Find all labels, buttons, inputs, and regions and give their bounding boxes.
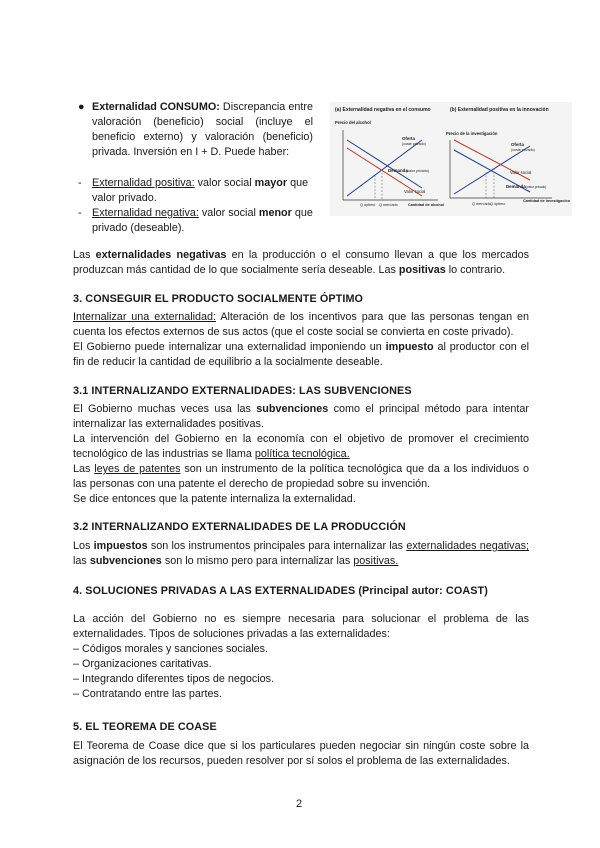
panel-a-q-market: Q mercado xyxy=(379,203,398,207)
s31-text-6: Se dice entonces que la patente internaliza la externalidad. xyxy=(73,493,356,505)
s31-underline-2: leyes de patentes xyxy=(94,463,181,475)
s31-text-3: La intervención del Gobierno en la economía con el objetivo de promover el crecimiento tecnológico de las industrias se llama xyxy=(73,433,529,460)
negative-ext-text: valor social xyxy=(198,207,259,219)
panel-b-xaxis-label: Cantidad de investigación xyxy=(523,199,571,203)
s32-bold-1: impuestos xyxy=(93,540,148,552)
s4-intro: La acción del Gobierno no es siempre necesaria para solucionar el problema de las externalidades. Tipos de soluciones privadas a las externalidades: xyxy=(73,613,529,640)
s32-text-2: son los instrumentos principales para internalizar las xyxy=(147,540,407,552)
s3-text-3: al productor con el fin de reducir la cantidad de equilibrio a la socialmente deseable. xyxy=(73,341,529,368)
page-number: 2 xyxy=(296,798,303,810)
s32-text-3: las xyxy=(73,555,90,567)
s32-underline-1: externalidades negativas; xyxy=(406,540,529,552)
consumo-bullet xyxy=(78,100,313,160)
panel-a-yaxis-label: Precio del alcohol xyxy=(335,120,371,125)
positive-ext-tail: que valor privado. xyxy=(92,177,309,204)
panel-b-demand-sub: (valor privado) xyxy=(526,185,547,189)
panel-b-demand-label: Demanda xyxy=(506,184,526,189)
p1-bold-2: positivas xyxy=(398,264,446,276)
s32-text-4: son lo mismo pero para internalizar las xyxy=(161,555,354,567)
panel-b-q-optimum: Q óptimo xyxy=(490,202,506,206)
negative-ext-bold: menor xyxy=(258,207,292,219)
dash-bullet: - xyxy=(78,177,82,189)
s32-bold-2: subvenciones xyxy=(89,555,162,567)
bullet-dot: ● xyxy=(78,101,85,113)
section-3-heading: 3. CONSEGUIR EL PRODUCTO SOCIALMENTE ÓPTIMO xyxy=(73,293,364,305)
p1-bold-1: externalidades negativas xyxy=(95,249,227,261)
p1-text-3: lo contrario. xyxy=(445,264,506,276)
s32-text-1: Los xyxy=(73,540,94,552)
s3-underline: Internalizar una externalidad: xyxy=(73,311,217,323)
panel-a-social-label: Valor social xyxy=(404,189,426,194)
panel-a-demand-label: Demanda xyxy=(388,168,408,173)
section-31-heading: 3.1 INTERNALIZANDO EXTERNALIDADES: LAS SUBVENCIONES xyxy=(73,385,412,397)
s3-text-2: El Gobierno puede internalizar una externalidad imponiendo un xyxy=(73,341,386,353)
s31-underline-1: política tecnológica. xyxy=(254,448,350,460)
panel-b-social-label: Valor social xyxy=(510,170,532,175)
section-4-body xyxy=(73,612,529,702)
s3-bold: impuesto xyxy=(385,341,434,353)
panel-a-supply-label: Oferta xyxy=(402,136,415,141)
section-31-body xyxy=(73,402,529,507)
negative-ext-label: Externalidad negativa: xyxy=(92,207,199,219)
section-32-heading: 3.2 INTERNALIZANDO EXTERNALIDADES DE LA PRODUCCIÓN xyxy=(73,521,406,533)
negative-ext-item xyxy=(78,206,317,236)
bullet-heading: Externalidad CONSUMO: xyxy=(92,101,220,113)
positive-ext-text: valor social xyxy=(194,177,255,189)
s31-text-4: Las xyxy=(73,463,95,475)
positive-ext-bold: mayor xyxy=(254,177,288,189)
panel-a-supply-sub: (coste privado) xyxy=(402,142,426,146)
panel-a-xaxis-label: Cantidad de alcohol xyxy=(408,203,445,207)
section-5-heading: 5. EL TEOREMA DE COASE xyxy=(73,721,217,733)
s32-underline-2: positivas. xyxy=(353,555,399,567)
panel-a-demand-sub: (valor privado) xyxy=(406,169,429,173)
positive-ext-label: Externalidad positiva: xyxy=(92,177,195,189)
section-4-heading: 4. SOLUCIONES PRIVADAS A LAS EXTERNALIDADES (Principal autor: COAST) xyxy=(73,585,488,597)
bullet-body: Discrepancia entre valoración (beneficio) social (incluye el beneficio externo) y valoración (beneficio) privada. Inversión en I + D. Puede haber: xyxy=(92,101,313,158)
panel-b-q-market: Q mercado xyxy=(472,202,491,206)
externalities-figure xyxy=(330,102,572,216)
positive-ext-item xyxy=(78,176,317,206)
list-item: – Códigos morales y sanciones sociales. xyxy=(73,643,269,655)
panel-b-supply-label: Oferta xyxy=(511,142,524,147)
p1-text-2: en la producción o el consumo llevan a que los mercados produzcan más cantidad de lo que socialmente sería deseable. Las xyxy=(73,249,529,276)
s3-text-1: Alteración de los incentivos para que las personas tengan en cuenta los efectos externos de sus actos (que el coste social se convierta en coste privado). xyxy=(73,311,529,338)
section-3-body xyxy=(73,310,529,370)
s31-text-2: como el principal método para intentar internalizar las externalidades positivas. xyxy=(73,403,529,430)
panel-b-yaxis-label: Precio de la investigación xyxy=(446,131,498,136)
dash-bullet: - xyxy=(78,207,82,219)
section-32-body xyxy=(73,539,529,569)
list-item: – Organizaciones caritativas. xyxy=(73,658,212,670)
panel-a-q-optimum: Q óptimo xyxy=(360,203,376,207)
panel-b-title: (b) Externalidad positiva en la innovación xyxy=(450,107,549,113)
negative-ext-tail: que privado (deseable). xyxy=(92,207,313,234)
list-item: – Contratando entre las partes. xyxy=(73,688,222,700)
p1-text-1: Las xyxy=(73,249,96,261)
externalities-paragraph xyxy=(73,248,529,278)
s31-text-5: son un instrumento de la política tecnológica que da a los individuos o las personas con una patente el derecho de propiedad sobre su invención. xyxy=(73,463,529,490)
section-5-body: El Teorema de Coase dice que si los particulares pueden negociar sin ningún coste sobre la asignación de los recursos, pueden resolver por sí solos el problema de las externalidades. xyxy=(73,740,529,767)
panel-a-title: (a) Externalidad negativa en el consumo xyxy=(335,107,431,113)
s31-text-1: El Gobierno muchas veces usa las xyxy=(73,403,257,415)
panel-b-supply-sub: (coste privado) xyxy=(511,148,535,152)
s31-bold: subvenciones xyxy=(256,403,329,415)
list-item: – Integrando diferentes tipos de negocios. xyxy=(73,673,275,685)
